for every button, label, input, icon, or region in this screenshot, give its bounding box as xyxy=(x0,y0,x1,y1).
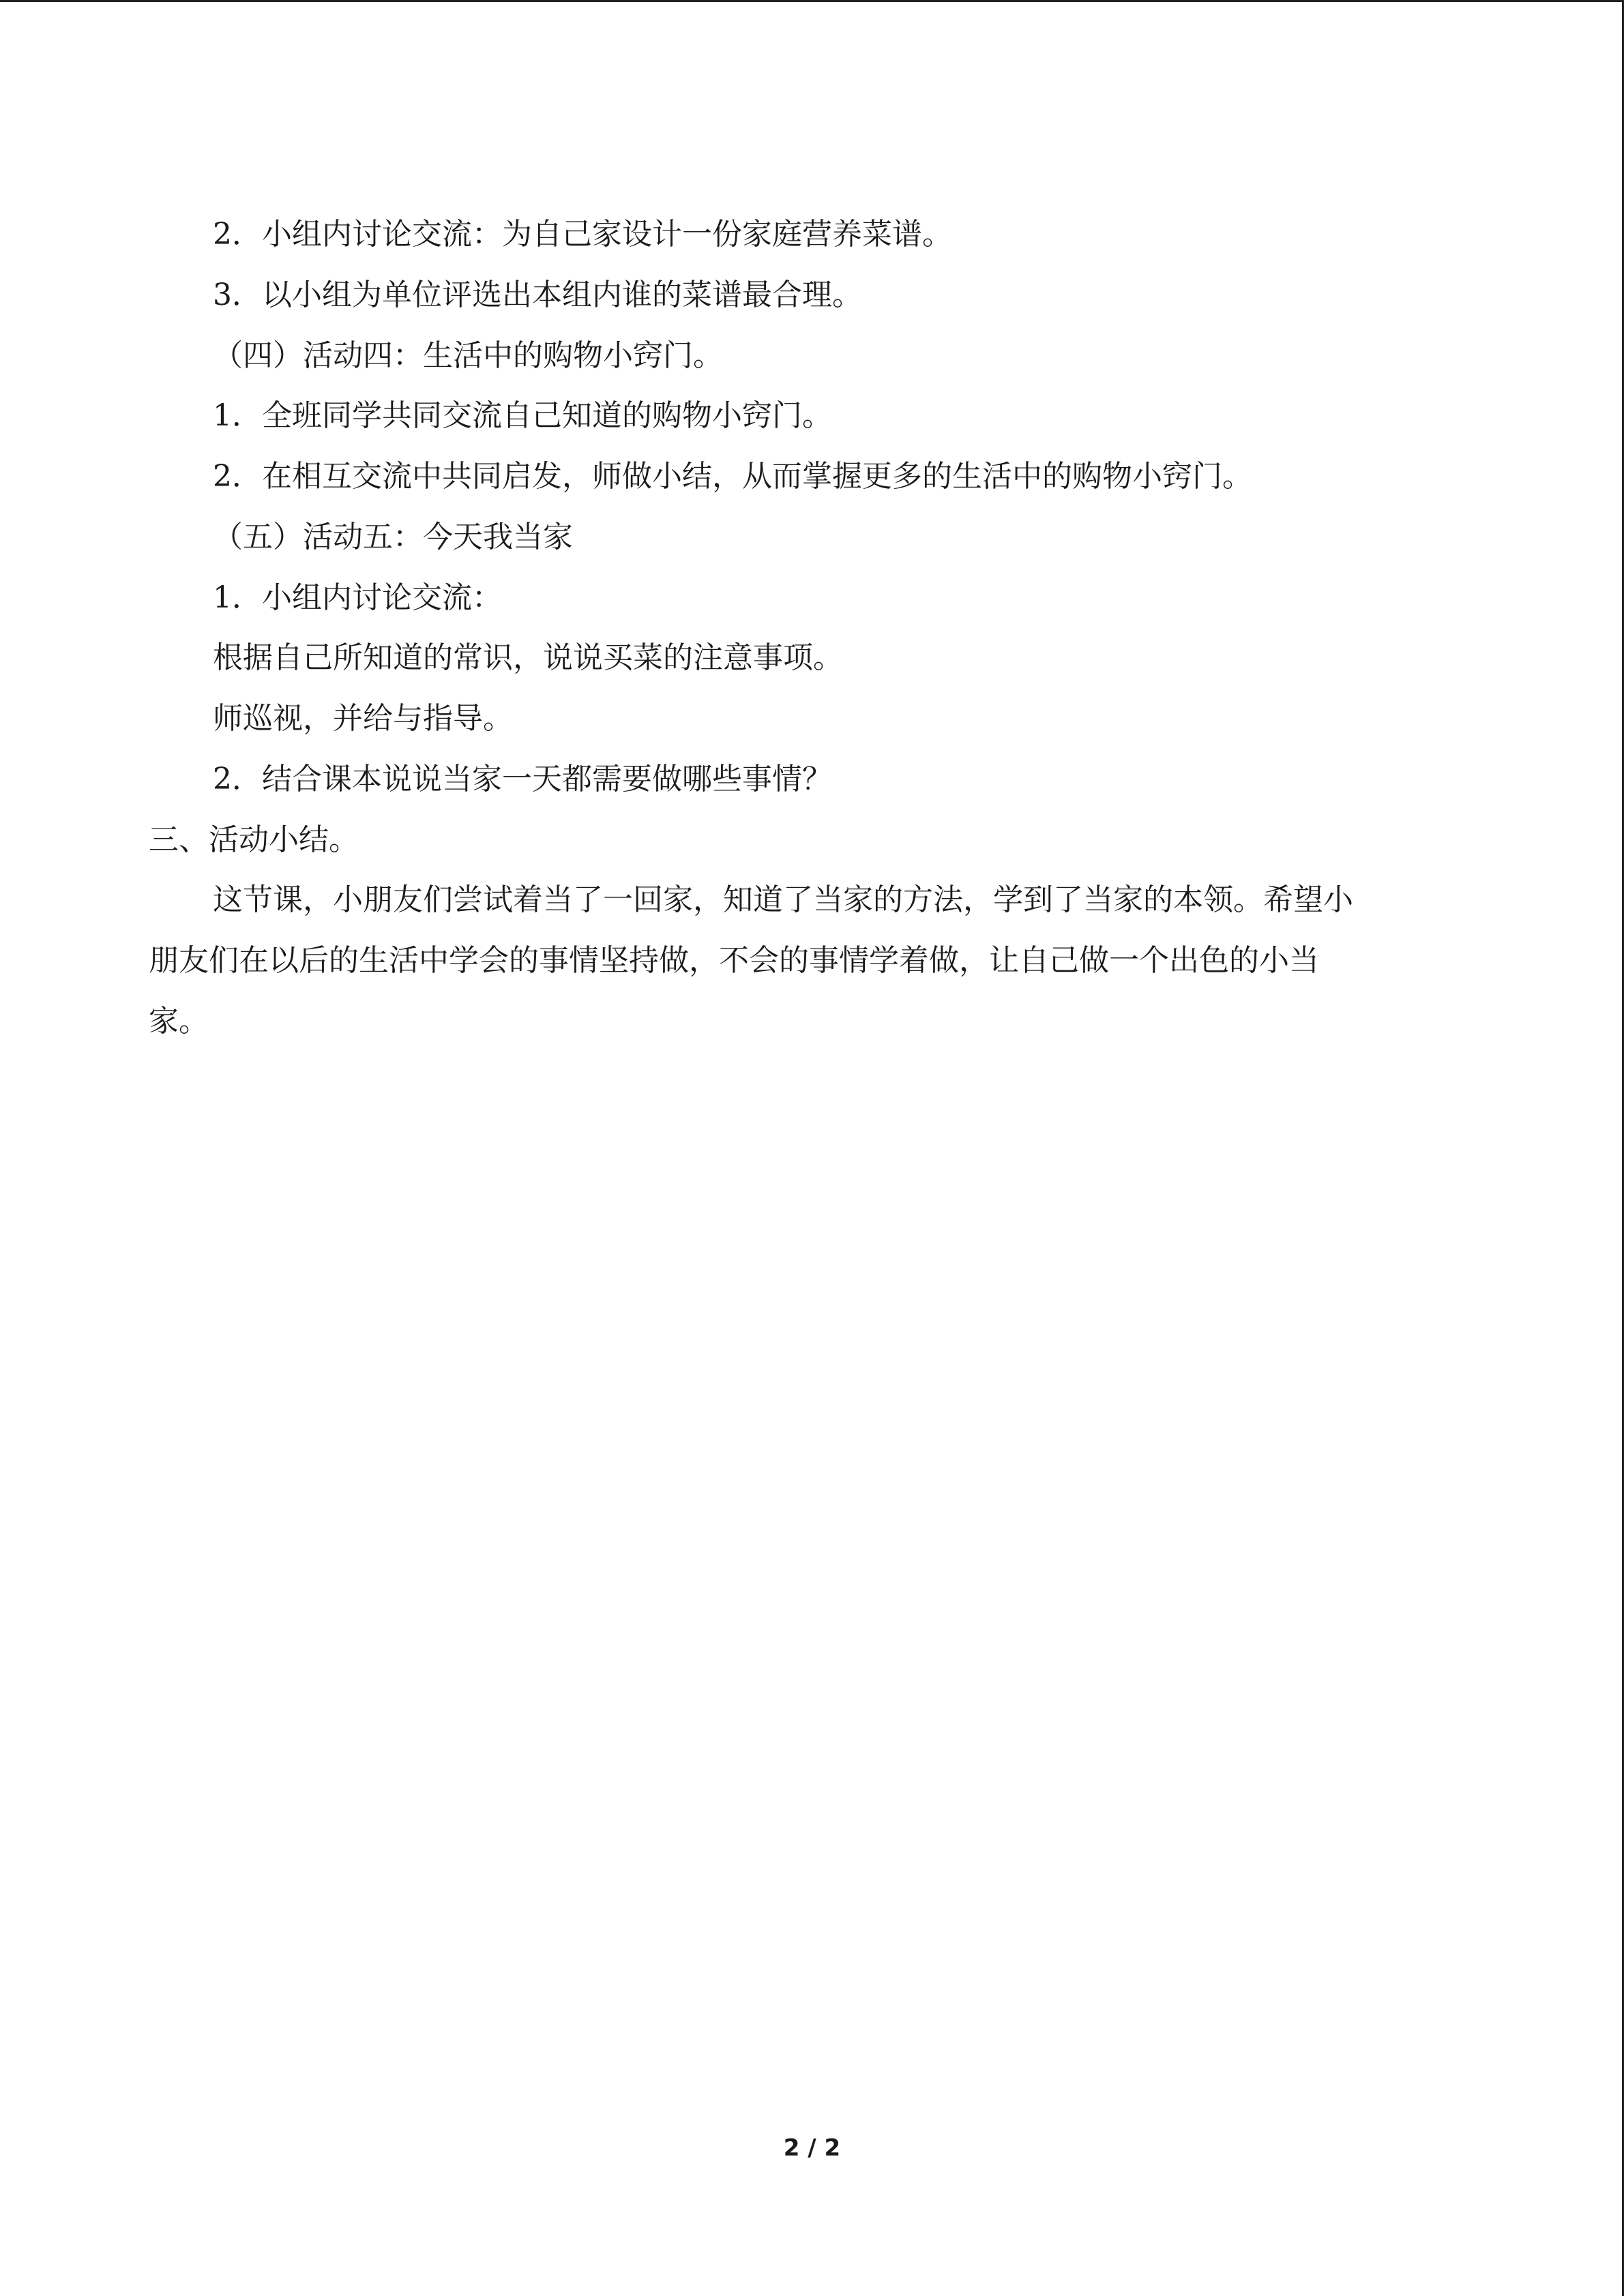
page-number: 2 / 2 xyxy=(783,2134,841,2162)
activity4-item1: 1．全班同学共同交流自己知道的购物小窍门。 xyxy=(213,398,832,433)
section3-heading: 三、活动小结。 xyxy=(149,822,359,857)
activity5-item1: 1．小组内讨论交流： xyxy=(213,580,502,615)
activity5-item2: 2．结合课本说说当家一天都需要做哪些事情？ xyxy=(213,762,832,796)
activity4-heading: （四）活动四：生活中的购物小窍门。 xyxy=(213,338,723,373)
activity5-teacher-note: 师巡视，并给与指导。 xyxy=(213,701,513,736)
page-border-top xyxy=(0,0,1624,2)
activity3-item3: 3．以小组为单位评选出本组内谁的菜谱最合理。 xyxy=(213,278,862,312)
activity4-item2: 2．在相互交流中共同启发，师做小结，从而掌握更多的生活中的购物小窍门。 xyxy=(213,459,1252,494)
activity5-item1-detail: 根据自己所知道的常识，说说买菜的注意事项。 xyxy=(213,640,843,675)
summary-line-1: 这节课，小朋友们尝试着当了一回家，知道了当家的方法，学到了当家的本领。希望小 xyxy=(213,882,1353,917)
activity3-item2: 2．小组内讨论交流：为自己家设计一份家庭营养菜谱。 xyxy=(213,217,952,252)
summary-line-3: 家。 xyxy=(149,1004,209,1039)
activity5-heading: （五）活动五：今天我当家 xyxy=(213,520,573,554)
summary-line-2: 朋友们在以后的生活中学会的事情坚持做，不会的事情学着做，让自己做一个出色的小当 xyxy=(149,943,1319,978)
